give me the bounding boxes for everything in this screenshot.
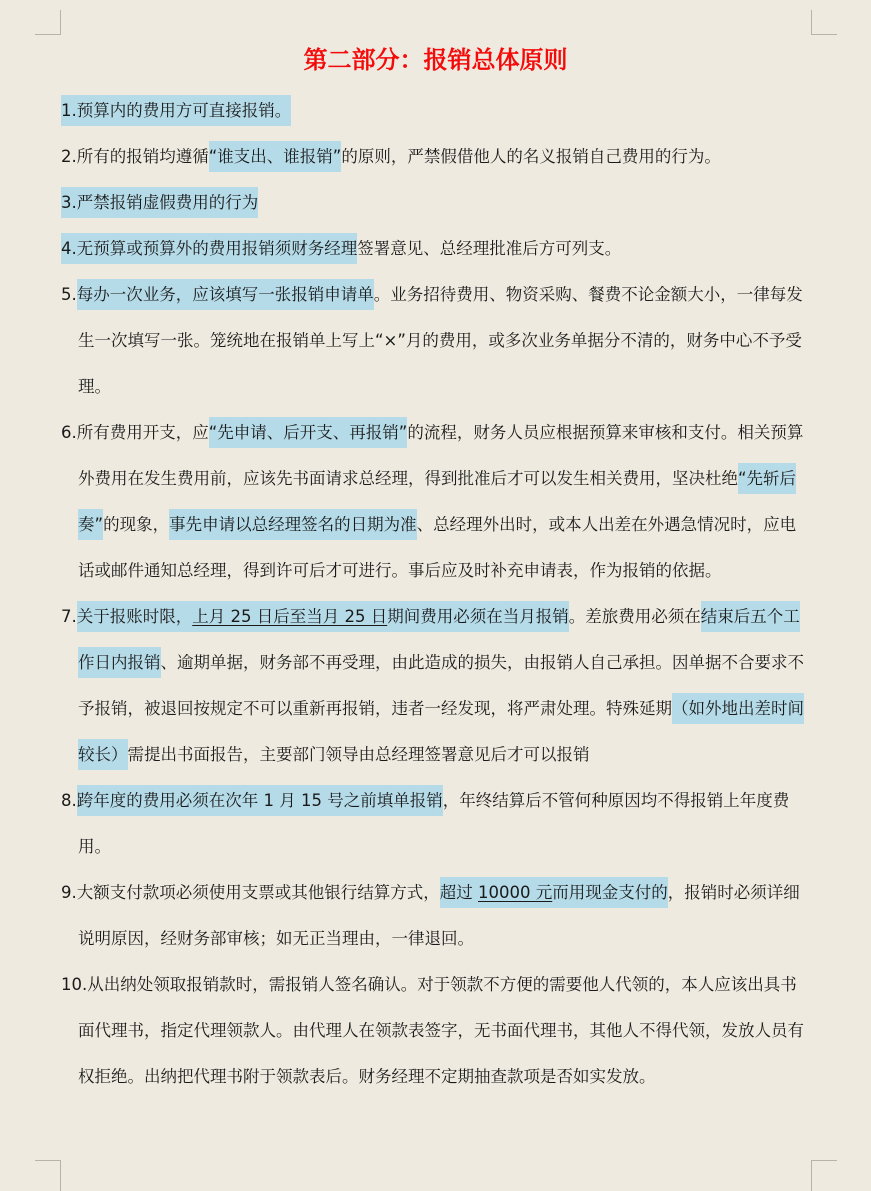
list-item-3 bbox=[61, 180, 811, 226]
margin-corner-mark-bottom-right bbox=[811, 1160, 837, 1191]
item-text: 所有费用开支，应 bbox=[76, 423, 209, 442]
list-item-10 bbox=[61, 962, 811, 1100]
item-text: 。差旅费用必须在 bbox=[568, 607, 701, 626]
item-number: 7. bbox=[61, 607, 77, 626]
item-text: ，年终结算后不管何种原因均不得报销上年度费用。 bbox=[78, 791, 790, 856]
item-text-highlighted: 预算内的费用方可直接报销。 bbox=[76, 101, 292, 120]
item-text: 从出纳处领取报销款时，需报销人签名确认。对于领款不方便的需要他人代领的，本人应该出具书面代理书，指定代理领款人。由代理人在领款表签字，无书面代理书，其他人不得代领，发放人员有权拒绝。出纳把代理书附于领款表后。财务经理不定期抽查款项是否如实发放。 bbox=[78, 975, 804, 1086]
list-item-1 bbox=[61, 88, 811, 134]
list-item-2 bbox=[61, 134, 811, 180]
document-body bbox=[61, 88, 811, 1100]
item-text: 、总经理外出时，或本人出差在外遇急情况时，应电话或邮件通知总经理，得到许可后才可进行。事后应及时补充申请表，作为报销的依据。 bbox=[78, 515, 797, 580]
item-number: 3. bbox=[61, 193, 77, 212]
margin-corner-mark-top-right bbox=[811, 10, 837, 35]
item-text: 的流程，财务人员应根据预算来审核和支付。相关预算外费用在发生费用前，应该先书面请求总经理，得到批准后才可以发生相关费用，坚决杜绝 bbox=[78, 423, 804, 488]
list-item-5 bbox=[61, 272, 811, 410]
item-text: 签署意见、总经理批准后方可列支。 bbox=[357, 239, 622, 258]
item-text-highlighted: （如外地出差时间较长） bbox=[78, 693, 804, 770]
item-number: 6. bbox=[61, 423, 77, 442]
item-text-highlighted: 事先申请以总经理签名的日期为准 bbox=[169, 509, 417, 540]
item-text-underlined: 上月 25 日后至当月 25 日 bbox=[192, 607, 388, 626]
item-text-highlighted: 超过 bbox=[439, 883, 478, 902]
item-text: 所有的报销均遵循 bbox=[76, 147, 209, 166]
item-text-highlighted: 结束后五个工作日内报销 bbox=[78, 601, 800, 678]
item-text-highlighted: 跨年度的费用必须在次年 1 月 15 号之前填单报销 bbox=[77, 785, 443, 816]
list-item-8 bbox=[61, 778, 811, 870]
item-text-underlined: 10000 元 bbox=[478, 883, 553, 902]
item-text: 的现象， bbox=[103, 515, 170, 534]
item-text-highlighted: 关于报账时限， bbox=[76, 607, 193, 626]
item-text-highlighted: “谁支出、谁报销” bbox=[209, 141, 342, 172]
item-text: 需提出书面报告，主要部门领导由总经理签署意见后才可以报销 bbox=[127, 745, 590, 764]
item-text-highlighted: 严禁报销虚假费用的行为 bbox=[76, 193, 259, 212]
item-text: 的原则，严禁假借他人的名义报销自己费用的行为。 bbox=[341, 147, 721, 166]
item-text-highlighted: 期间费用必须在当月报销 bbox=[387, 607, 569, 626]
item-number: 4. bbox=[61, 239, 77, 258]
item-number: 5. bbox=[61, 285, 77, 304]
item-text-highlighted: 每办一次业务，应该填写一张报销申请单 bbox=[77, 279, 374, 310]
list-item-7 bbox=[61, 594, 811, 778]
page-title: 第二部分：报销总体原则 bbox=[303, 46, 568, 74]
list-item-9 bbox=[61, 870, 811, 962]
item-text: 。业务招待费用、物资采购、餐费不论金额大小，一律每发生一次填写一张。笼统地在报销单上写上“×”月的费用，或多次业务单据分不清的，财务中心不予受理。 bbox=[78, 285, 803, 396]
item-number: 9. bbox=[61, 883, 77, 902]
margin-corner-mark-bottom-left bbox=[35, 1160, 61, 1191]
item-text-highlighted: “先申请、后开支、再报销” bbox=[209, 417, 408, 448]
item-text: ，报销时必须详细说明原因，经财务部审核；如无正当理由，一律退回。 bbox=[78, 883, 800, 948]
list-item-6 bbox=[61, 410, 811, 594]
item-number: 1. bbox=[61, 101, 77, 120]
list-item-4 bbox=[61, 226, 811, 272]
item-number: 8. bbox=[61, 791, 77, 810]
item-number: 2. bbox=[61, 147, 77, 166]
margin-corner-mark-top-left bbox=[35, 10, 61, 35]
item-text-highlighted: 无预算或预算外的费用报销须财务经理 bbox=[76, 239, 358, 258]
item-text-highlighted: 而用现金支付的 bbox=[552, 883, 668, 902]
item-number: 10. bbox=[61, 975, 88, 994]
item-text-highlighted: “先斩后奏” bbox=[78, 463, 796, 540]
item-text: 大额支付款项必须使用支票或其他银行结算方式， bbox=[76, 883, 440, 902]
item-text: 、逾期单据，财务部不再受理，由此造成的损失，由报销人自己承担。因单据不合要求不予报销，被退回按规定不可以重新再报销，违者一经发现，将严肃处理。特殊延期 bbox=[78, 653, 804, 718]
